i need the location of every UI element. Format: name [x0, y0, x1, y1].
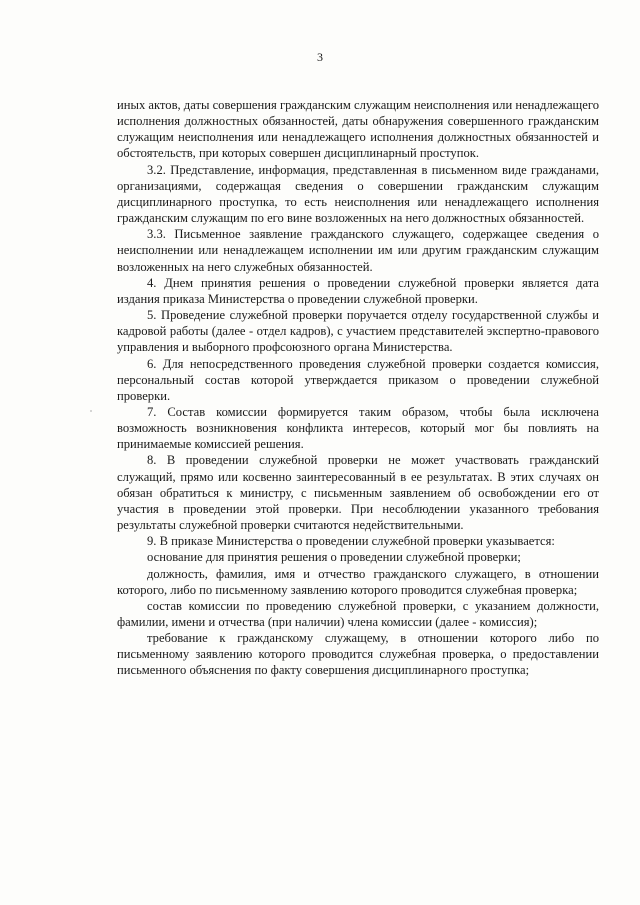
page-number: 3: [317, 50, 323, 64]
list-item-employee: должность, фамилия, имя и отчество гражданского служащего, в отношении которого, либо по письменному заявлению которого проводится служебная проверка;: [117, 566, 599, 597]
list-item-explanation: требование к гражданскому служащему, в отношении которого либо по письменному заявлению которого проводится служебная проверка, о предоставлении письменного объяснения по факту совершения дисциплинарного проступка;: [117, 631, 599, 678]
paragraph-3-3: 3.3. Письменное заявление гражданского служащего, содержащее сведения о неисполнении или ненадлежащем исполнении им или другим гражданским служащим возложенных на него служебных обязанностей.: [117, 227, 599, 274]
paragraph-3-2: 3.2. Представление, информация, представленная в письменном виде гражданами, организациями, содержащая сведения о совершении гражданским служащим дисциплинарного проступка, то есть неисполнения или ненадлежащего исполнения гражданским служащим по его вине возложенных на него должностных обязанностей.: [117, 162, 599, 226]
paragraph-7: 7. Состав комиссии формируется таким образом, чтобы была исключена возможность возникновения конфликта интересов, который мог бы повлиять на принимаемые комиссией решения.: [117, 404, 599, 452]
scan-speck: [90, 410, 92, 412]
paragraph-4: 4. Днем принятия решения о проведении служебной проверки является дата издания приказа Министерства о проведении служебной проверки.: [117, 275, 599, 306]
paragraph-6: 6. Для непосредственного проведения служебной проверки создается комиссия, персональный состав которой утверждается приказом о проведении служебной проверки.: [117, 356, 599, 403]
paragraph-5: 5. Проведение служебной проверки поручается отделу государственной службы и кадровой работы (далее - отдел кадров), с участием представителей экспертно-правового управления и выборного профсоюзного органа Министерства.: [117, 308, 599, 355]
list-item-commission: состав комиссии по проведению служебной проверки, с указанием должности, фамилии, имени и отчества (при наличии) члена комиссии (далее - комиссия);: [117, 598, 599, 629]
paragraph-8: 8. В проведении служебной проверки не может участвовать гражданский служащий, прямо или косвенно заинтересованный в ее результатах. В этих случаях он обязан обратиться к министру, с письменным заявлением об освобождении его от участия в проведении этой проверки. При несоблюдении указанного требования результаты служебной проверки считаются недействительными.: [117, 453, 599, 533]
paragraph-9: 9. В приказе Министерства о проведении служебной проверки указывается:: [147, 534, 555, 549]
document-body: [117, 97, 599, 679]
list-item-basis: основание для принятия решения о проведении служебной проверки;: [147, 550, 521, 565]
paragraph-continuation: иных актов, даты совершения гражданским служащим неисполнения или ненадлежащего исполнения должностных обязанностей, даты обнаружения совершенного гражданским служащим неисполнения или ненадлежащего исполнения должностных обязанностей и обстоятельств, при которых совершен дисциплинарный проступок.: [117, 98, 599, 161]
